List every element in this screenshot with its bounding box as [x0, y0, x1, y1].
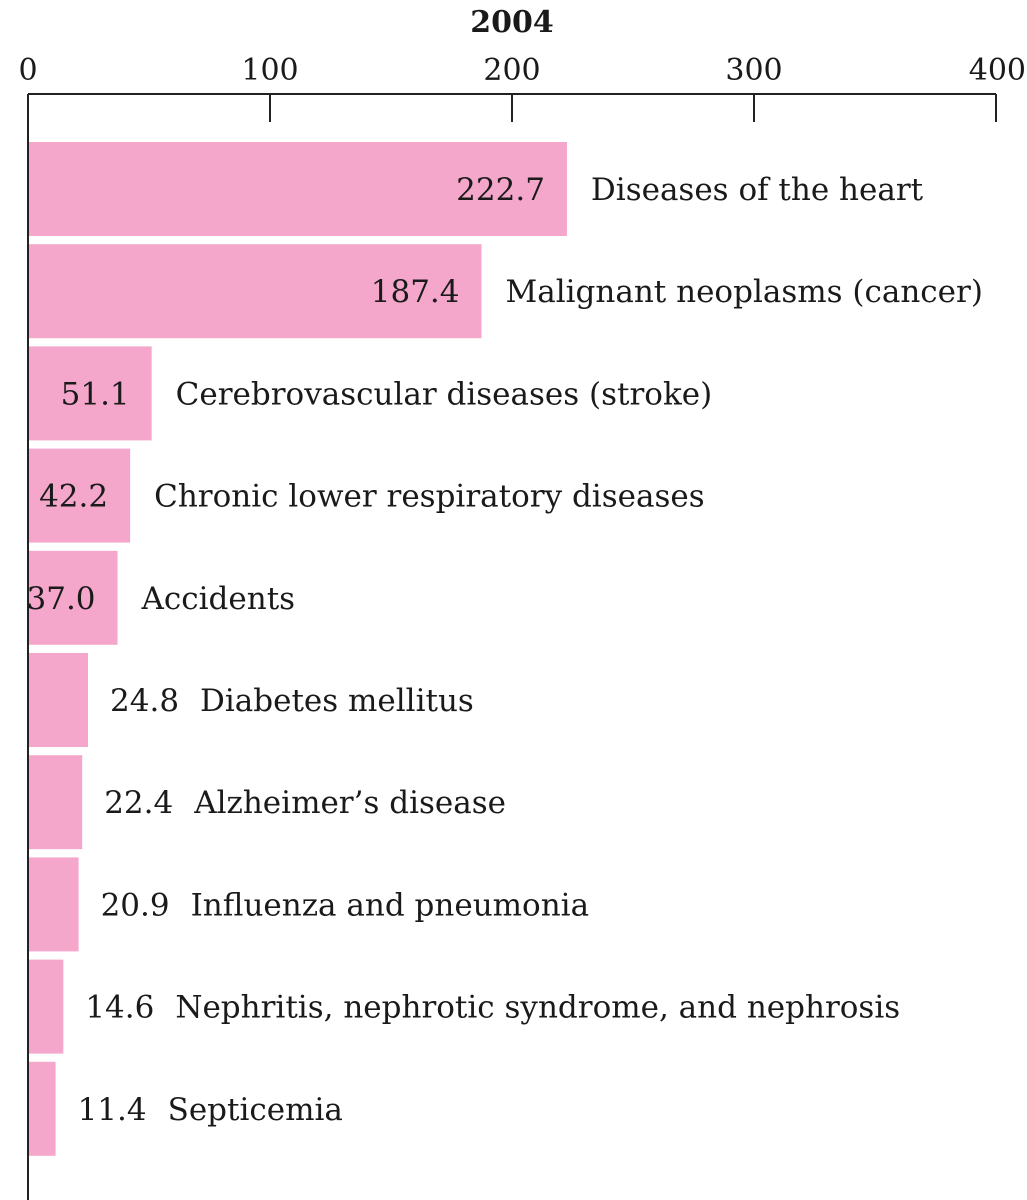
x-tick-label: 400: [968, 53, 1026, 88]
bar-value-label: 14.6: [85, 989, 155, 1026]
bar: [29, 960, 63, 1054]
bar-value-label: 37.0: [26, 580, 96, 617]
bar-category-label: Nephritis, nephrotic syndrome, and nephrosis: [175, 989, 901, 1026]
bar-category-label: Cerebrovascular diseases (stroke): [175, 376, 713, 413]
bar-category-label: Diseases of the heart: [590, 172, 924, 208]
bar: [29, 857, 79, 951]
bar-category-label: Accidents: [141, 580, 296, 617]
bar: [29, 653, 88, 747]
bar-value-label: 11.4: [77, 1091, 147, 1128]
bar-value-label: 222.7: [456, 172, 545, 208]
bar-category-label: Influenza and pneumonia: [190, 887, 590, 924]
bar-value-label: 51.1: [60, 376, 130, 413]
x-tick-label: 0: [18, 53, 38, 88]
x-tick-label: 100: [241, 53, 299, 88]
bar-value-label: 42.2: [39, 478, 109, 515]
bar-value-label: 22.4: [104, 785, 174, 822]
bar-value-label: 187.4: [370, 274, 460, 311]
chart-title: 2004: [470, 5, 554, 40]
bar-category-label: Diabetes mellitus: [200, 683, 474, 719]
bar: [29, 1062, 56, 1156]
bar: [29, 755, 82, 849]
x-tick-label: 300: [725, 53, 783, 88]
bar-category-label: Chronic lower respiratory diseases: [154, 478, 705, 515]
bar-category-label: Septicemia: [167, 1091, 343, 1128]
bar-value-label: 20.9: [100, 887, 170, 924]
bar-category-label: Malignant neoplasms (cancer): [505, 274, 983, 311]
bar-value-label: 24.8: [110, 683, 180, 719]
bar-category-label: Alzheimer’s disease: [194, 785, 507, 822]
x-tick-label: 200: [483, 53, 541, 88]
